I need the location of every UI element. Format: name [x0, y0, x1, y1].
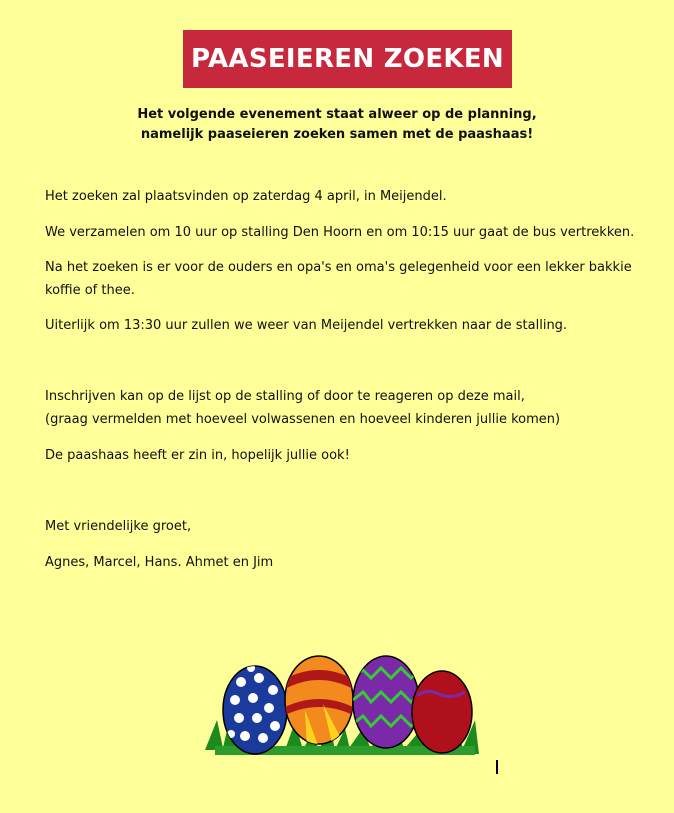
paragraph-signup-line-1: Inschrijven kan op de lijst op de stalling of door te reageren op deze mail,	[45, 389, 525, 404]
title-banner	[183, 30, 512, 88]
paragraph-coffee-line-2: koffie of thee.	[45, 283, 135, 298]
paragraph-signup	[45, 385, 645, 431]
intro-line-1: Het volgende evenement staat alweer op de planning,	[137, 107, 537, 122]
paragraph-closing: De paashaas heeft er zin in, hopelijk jullie ook!	[45, 448, 350, 463]
blue-egg-icon	[223, 664, 287, 754]
paragraph-signup-line-2: (graag vermelden met hoeveel volwassenen en hoeveel kinderen jullie komen)	[45, 412, 561, 427]
greeting: Met vriendelijke groet,	[45, 519, 192, 534]
page-title: PAASEIEREN ZOEKEN	[191, 44, 504, 74]
red-egg-icon	[412, 671, 472, 753]
signature: Agnes, Marcel, Hans. Ahmet en Jim	[45, 555, 274, 570]
purple-egg-icon	[353, 656, 421, 748]
intro-text	[0, 105, 674, 145]
paragraph-coffee-line-1: Na het zoeken is er voor de ouders en opa's en oma's gelegenheid voor een lekker bakkie	[45, 260, 632, 275]
paragraph-return: Uiterlijk om 13:30 uur zullen we weer van Meijendel vertrekken naar de stalling.	[45, 318, 568, 333]
paragraph-date: Het zoeken zal plaatsvinden op zaterdag 4 april, in Meijendel.	[45, 189, 447, 204]
intro-line-2: namelijk paaseieren zoeken samen met de paashaas!	[140, 127, 534, 142]
paragraph-coffee	[45, 256, 645, 302]
easter-eggs-illustration	[195, 650, 495, 755]
text-cursor	[496, 760, 498, 774]
paragraph-meeting: We verzamelen om 10 uur op stalling Den Hoorn en om 10:15 uur gaat de bus vertrekken.	[45, 225, 635, 240]
